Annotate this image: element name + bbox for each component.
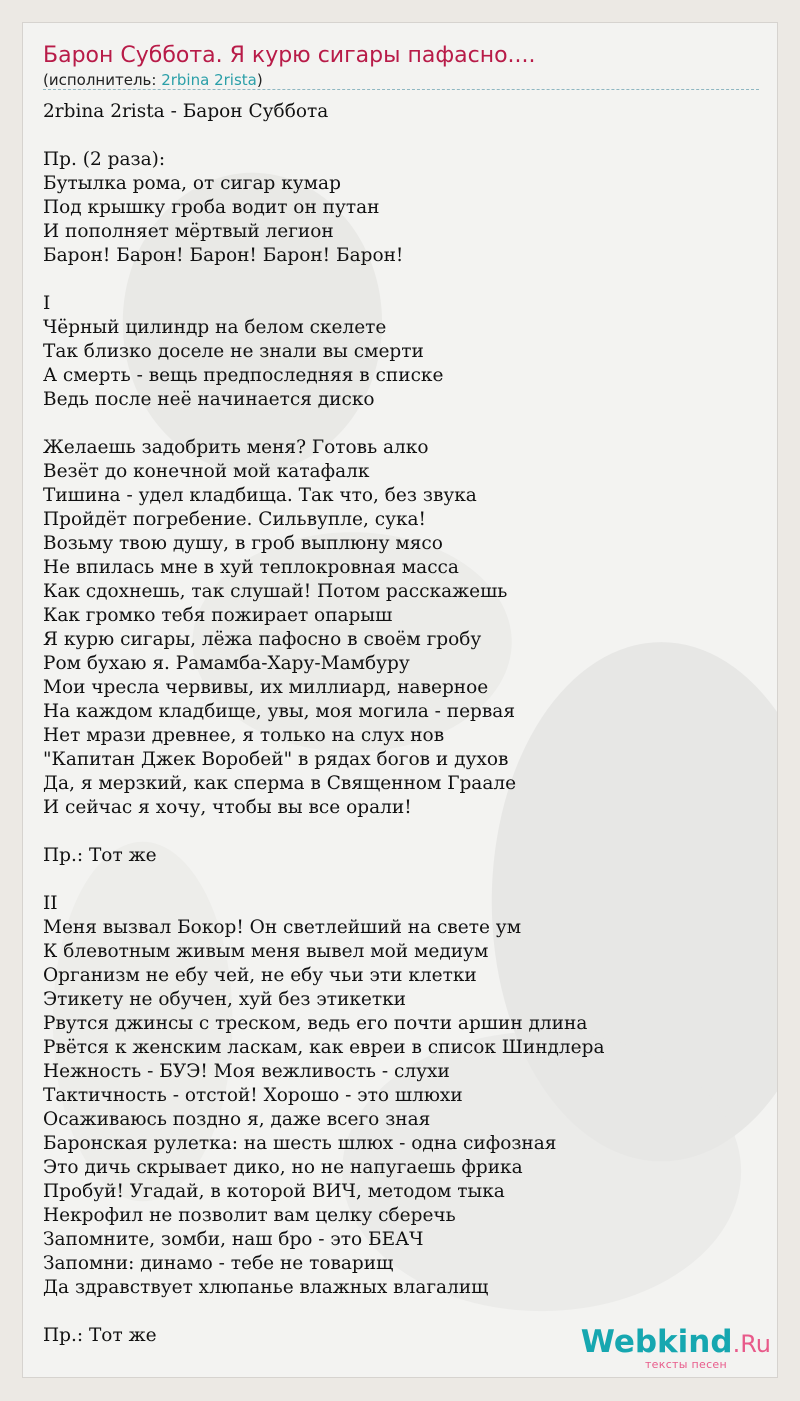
webkind-logo[interactable] xyxy=(580,1324,771,1371)
lyrics-text: 2rbina 2rista - Барон Суббота Пр. (2 раза): Бутылка рома, от сигар кумар Под крышку гроба водит он путан И пополняет мёртвый легион Барон! Барон! Барон! Барон! Барон! I Чёрный цилиндр на белом скелете Так близко доселе не знали вы смерти А смерть - вещь предпоследняя в списке Ведь после неё начинается диско Желаешь задобрить меня? Готовь алко Везёт до конечной мой катафалк Тишина - удел кладбища. Так что, без звука Пройдёт погребение. Сильвупле, сука! Возьму твою душу, в гроб выплюну мясо Не впилась мне в хуй теплокровная масса Как сдохнешь, так слушай! Потом расскажешь Как громко тебя пожирает опарыш Я курю сигары, лёжа пафосно в своём гробу Ром бухаю я. Рамамба-Хару-Мамбуру Мои чресла червивы, их миллиард, наверное На каждом кладбище, увы, моя могила - первая Нет мрази древнее, я только на слух нов "Капитан Джек Воробей" в рядах богов и духов Да, я мерзкий, как сперма в Священном Граале И сейчас я хочу, чтобы вы все орали! Пр.: Тот же II Меня вызвал Бокор! Он светлейший на свете ум К блевотным живым меня вывел мой медиум Организм не ебу чей, не ебу чьи эти клетки Этикету не обучен, хуй без этикетки Рвутся джинсы с треском, ведь его почти аршин длина Рвётся к женским ласкам, как евреи в список Шиндлера Нежность - БУЭ! Моя вежливость - слухи Тактичность - отстой! Хорошо - это шлюхи Осаживаюсь поздно я, даже всего зная Баронская рулетка: на шесть шлюх - одна сифозная Это дичь скрывает дико, но не напугаешь фрика Пробуй! Угадай, в которой ВИЧ, методом тыка Некрофил не позволит вам целку сберечь Запомните, зомби, наш бро - это БЕАЧ Запомни: динамо - тебе не товарищ Да здравствует хлюпанье влажных влагалищ Пр.: Тот же xyxy=(43,101,605,1346)
performer-prefix: (исполнитель: xyxy=(43,71,162,89)
page-title: Барон Суббота. Я курю сигары пафасно.... xyxy=(43,43,536,68)
logo-brand: Webkind xyxy=(580,1324,733,1360)
performer-suffix: ) xyxy=(256,71,263,89)
logo-tagline: тексты песен xyxy=(644,1358,727,1371)
divider xyxy=(43,89,759,90)
performer-line xyxy=(43,71,263,89)
performer-link[interactable]: 2rbina 2rista xyxy=(161,71,257,89)
lyrics-card xyxy=(22,22,778,1378)
logo-tld: .Ru xyxy=(732,1330,771,1358)
